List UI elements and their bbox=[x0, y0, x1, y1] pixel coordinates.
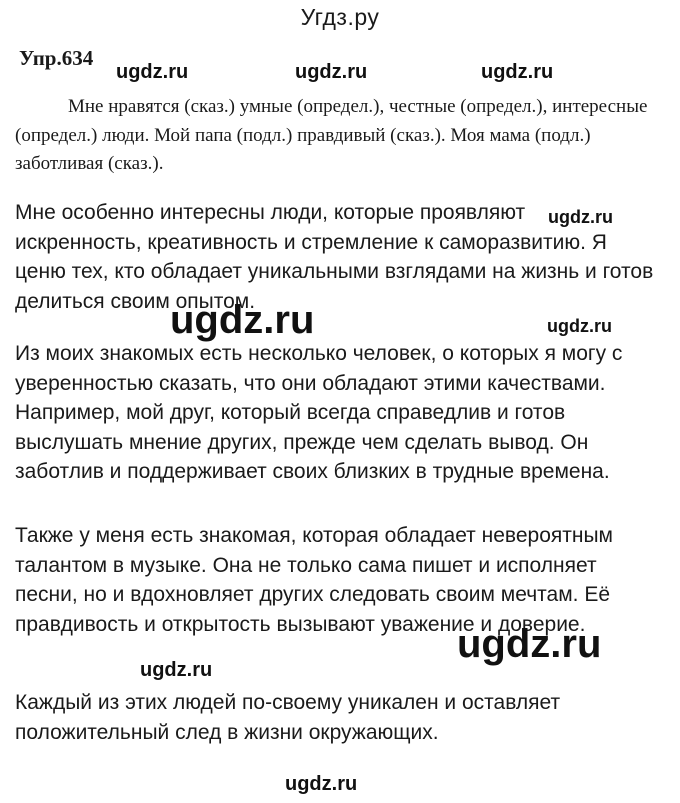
essay-paragraph-text: Мне особенно интересны люди, которые проявляют искренность, креативность и стремление к саморазвитию. Я ценю тех, кто обладает уникальными взглядами на жизнь и готов делиться своим опытом. bbox=[15, 201, 654, 313]
watermark: ugdz.ru bbox=[116, 61, 189, 83]
essay-paragraph-text: Из моих знакомых есть несколько человек, о которых я могу с уверенностью сказать, что они обладают этими качествами. Например, мой друг, который всегда справедлив и готов выслушать мнение других, прежде чем сделать вывод. Он заботлив и поддерживает своих близких в трудные времена. bbox=[15, 342, 623, 483]
intro-paragraph: Мне нравятся (сказ.) умные (определ.), честные (определ.), интересные (определ.) люди. Мой папа (подл.) правдивый (сказ.). Моя мама (подл.) заботливая (сказ.). bbox=[15, 96, 648, 174]
essay-paragraph-2 bbox=[15, 339, 655, 487]
watermark-large: ugdz.ru bbox=[457, 622, 602, 666]
watermark: ugdz.ru bbox=[140, 659, 213, 681]
site-header-title: Угдз.ру bbox=[300, 4, 380, 30]
watermark-large: ugdz.ru bbox=[170, 298, 315, 342]
watermark: ugdz.ru bbox=[295, 61, 368, 83]
watermark: ugdz.ru bbox=[285, 773, 358, 795]
watermark: ugdz.ru bbox=[481, 61, 554, 83]
intro-block bbox=[15, 93, 655, 179]
essay-paragraph-4 bbox=[15, 688, 655, 747]
exercise-number: Упр.634 bbox=[19, 46, 94, 70]
watermark: ugdz.ru bbox=[548, 207, 613, 227]
essay-paragraph-text: Также у меня есть знакомая, которая обладает невероятным талантом в музыке. Она не только сама пишет и исполняет песни, но и вдохновляет других следовать своим мечтам. Её правдивость и открытость вызывают уважение и доверие. bbox=[15, 524, 613, 636]
essay-paragraph-text: Каждый из этих людей по-своему уникален и оставляет положительный след в жизни окружающих. bbox=[15, 691, 561, 744]
watermark: ugdz.ru bbox=[547, 316, 612, 336]
